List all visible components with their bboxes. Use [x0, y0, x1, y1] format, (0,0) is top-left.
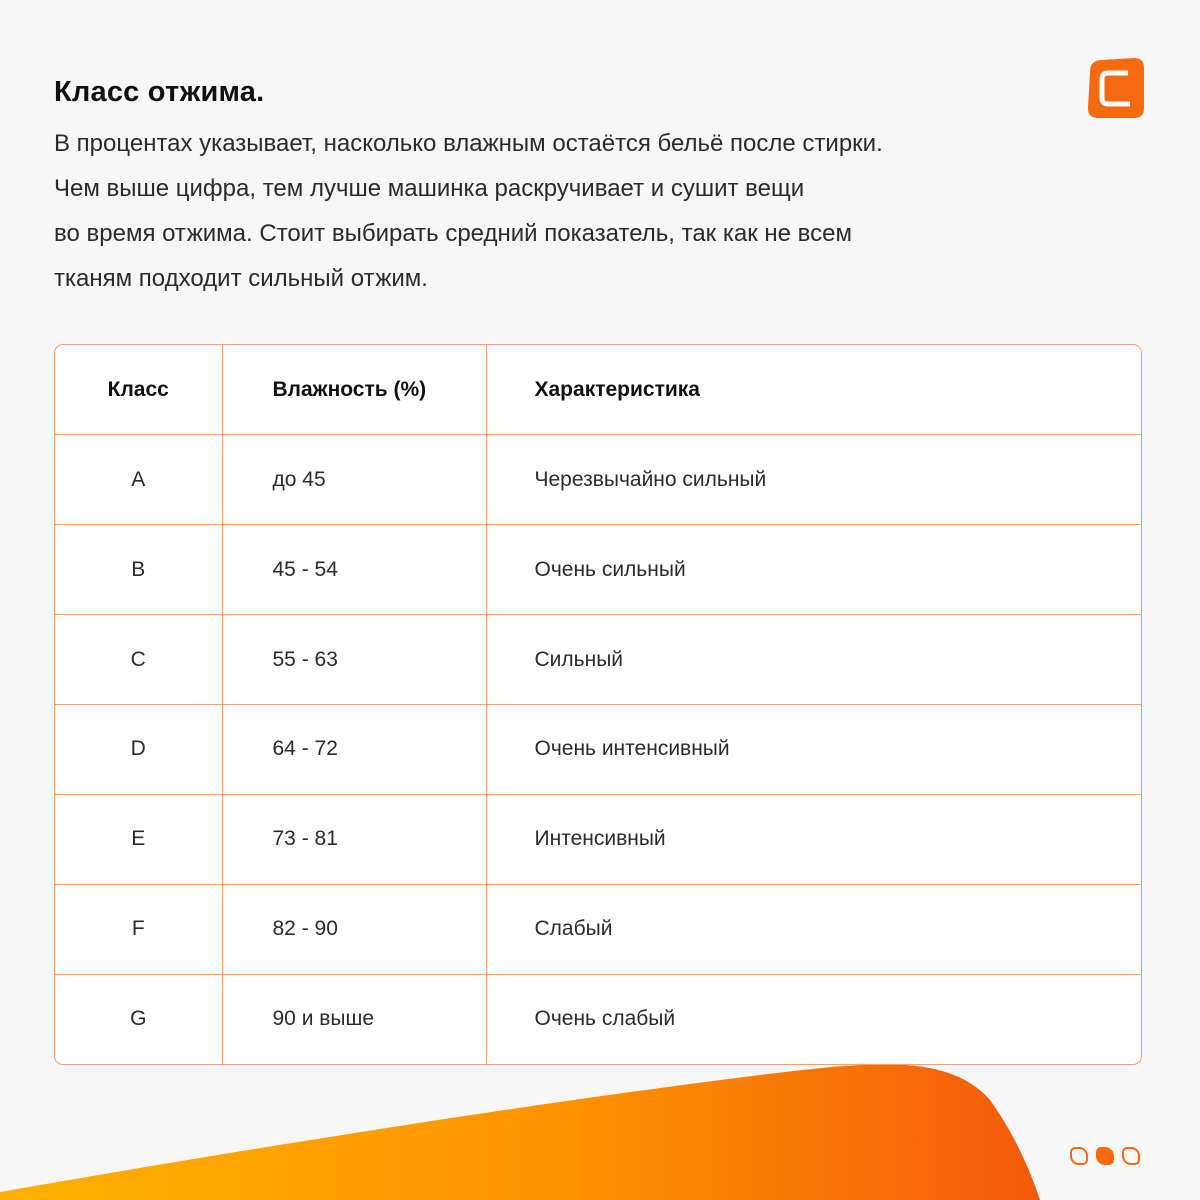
table-row — [55, 794, 1141, 884]
cell-humidity: 73 - 81 — [222, 794, 486, 884]
header-class: Класс — [55, 345, 222, 435]
intro-line: В процентах указывает, насколько влажным остаётся бельё после стирки. — [54, 130, 883, 157]
page-dot[interactable] — [1122, 1147, 1140, 1165]
table-row — [55, 884, 1141, 974]
intro-line: тканям подходит сильный отжим. — [54, 265, 428, 292]
cell-humidity: до 45 — [222, 435, 486, 525]
cell-characteristic: Интенсивный — [486, 794, 1141, 884]
cell-characteristic: Сильный — [486, 615, 1141, 705]
table-row — [55, 974, 1141, 1064]
table-row — [55, 435, 1141, 525]
table-row — [55, 525, 1141, 615]
page-dot[interactable] — [1070, 1147, 1088, 1165]
cell-humidity: 55 - 63 — [222, 615, 486, 705]
cell-class: B — [55, 525, 222, 615]
header-humidity: Влажность (%) — [222, 345, 486, 435]
cell-class: C — [55, 615, 222, 705]
cell-class: A — [55, 435, 222, 525]
cell-humidity: 45 - 54 — [222, 525, 486, 615]
slide-pagination[interactable] — [1070, 1147, 1140, 1165]
cell-humidity: 64 - 72 — [222, 705, 486, 795]
header-characteristic: Характеристика — [486, 345, 1141, 435]
intro-line: Чем выше цифра, тем лучше машинка раскручивает и сушит вещи — [54, 175, 805, 202]
cell-characteristic: Слабый — [486, 884, 1141, 974]
cell-characteristic: Очень интенсивный — [486, 705, 1141, 795]
cell-class: E — [55, 794, 222, 884]
table-row — [55, 705, 1141, 795]
cell-humidity: 82 - 90 — [222, 884, 486, 974]
table-row — [55, 615, 1141, 705]
page-title: Класс отжима. — [54, 76, 265, 108]
intro-text — [54, 121, 1064, 301]
table-header-row — [55, 345, 1141, 435]
cell-class: D — [55, 705, 222, 795]
spin-class-table — [54, 344, 1142, 1065]
cell-class: G — [55, 974, 222, 1064]
cell-characteristic: Очень слабый — [534, 1007, 676, 1031]
cell-characteristic: Черезвычайно сильный — [486, 435, 1141, 525]
cell-humidity: 90 и выше — [222, 974, 486, 1064]
intro-line: во время отжима. Стоит выбирать средний показатель, так как не всем — [54, 220, 852, 247]
brand-c-logo-icon — [1084, 56, 1146, 120]
page-dot[interactable] — [1096, 1147, 1114, 1165]
cell-characteristic: Очень сильный — [486, 525, 1141, 615]
cell-class: F — [55, 884, 222, 974]
